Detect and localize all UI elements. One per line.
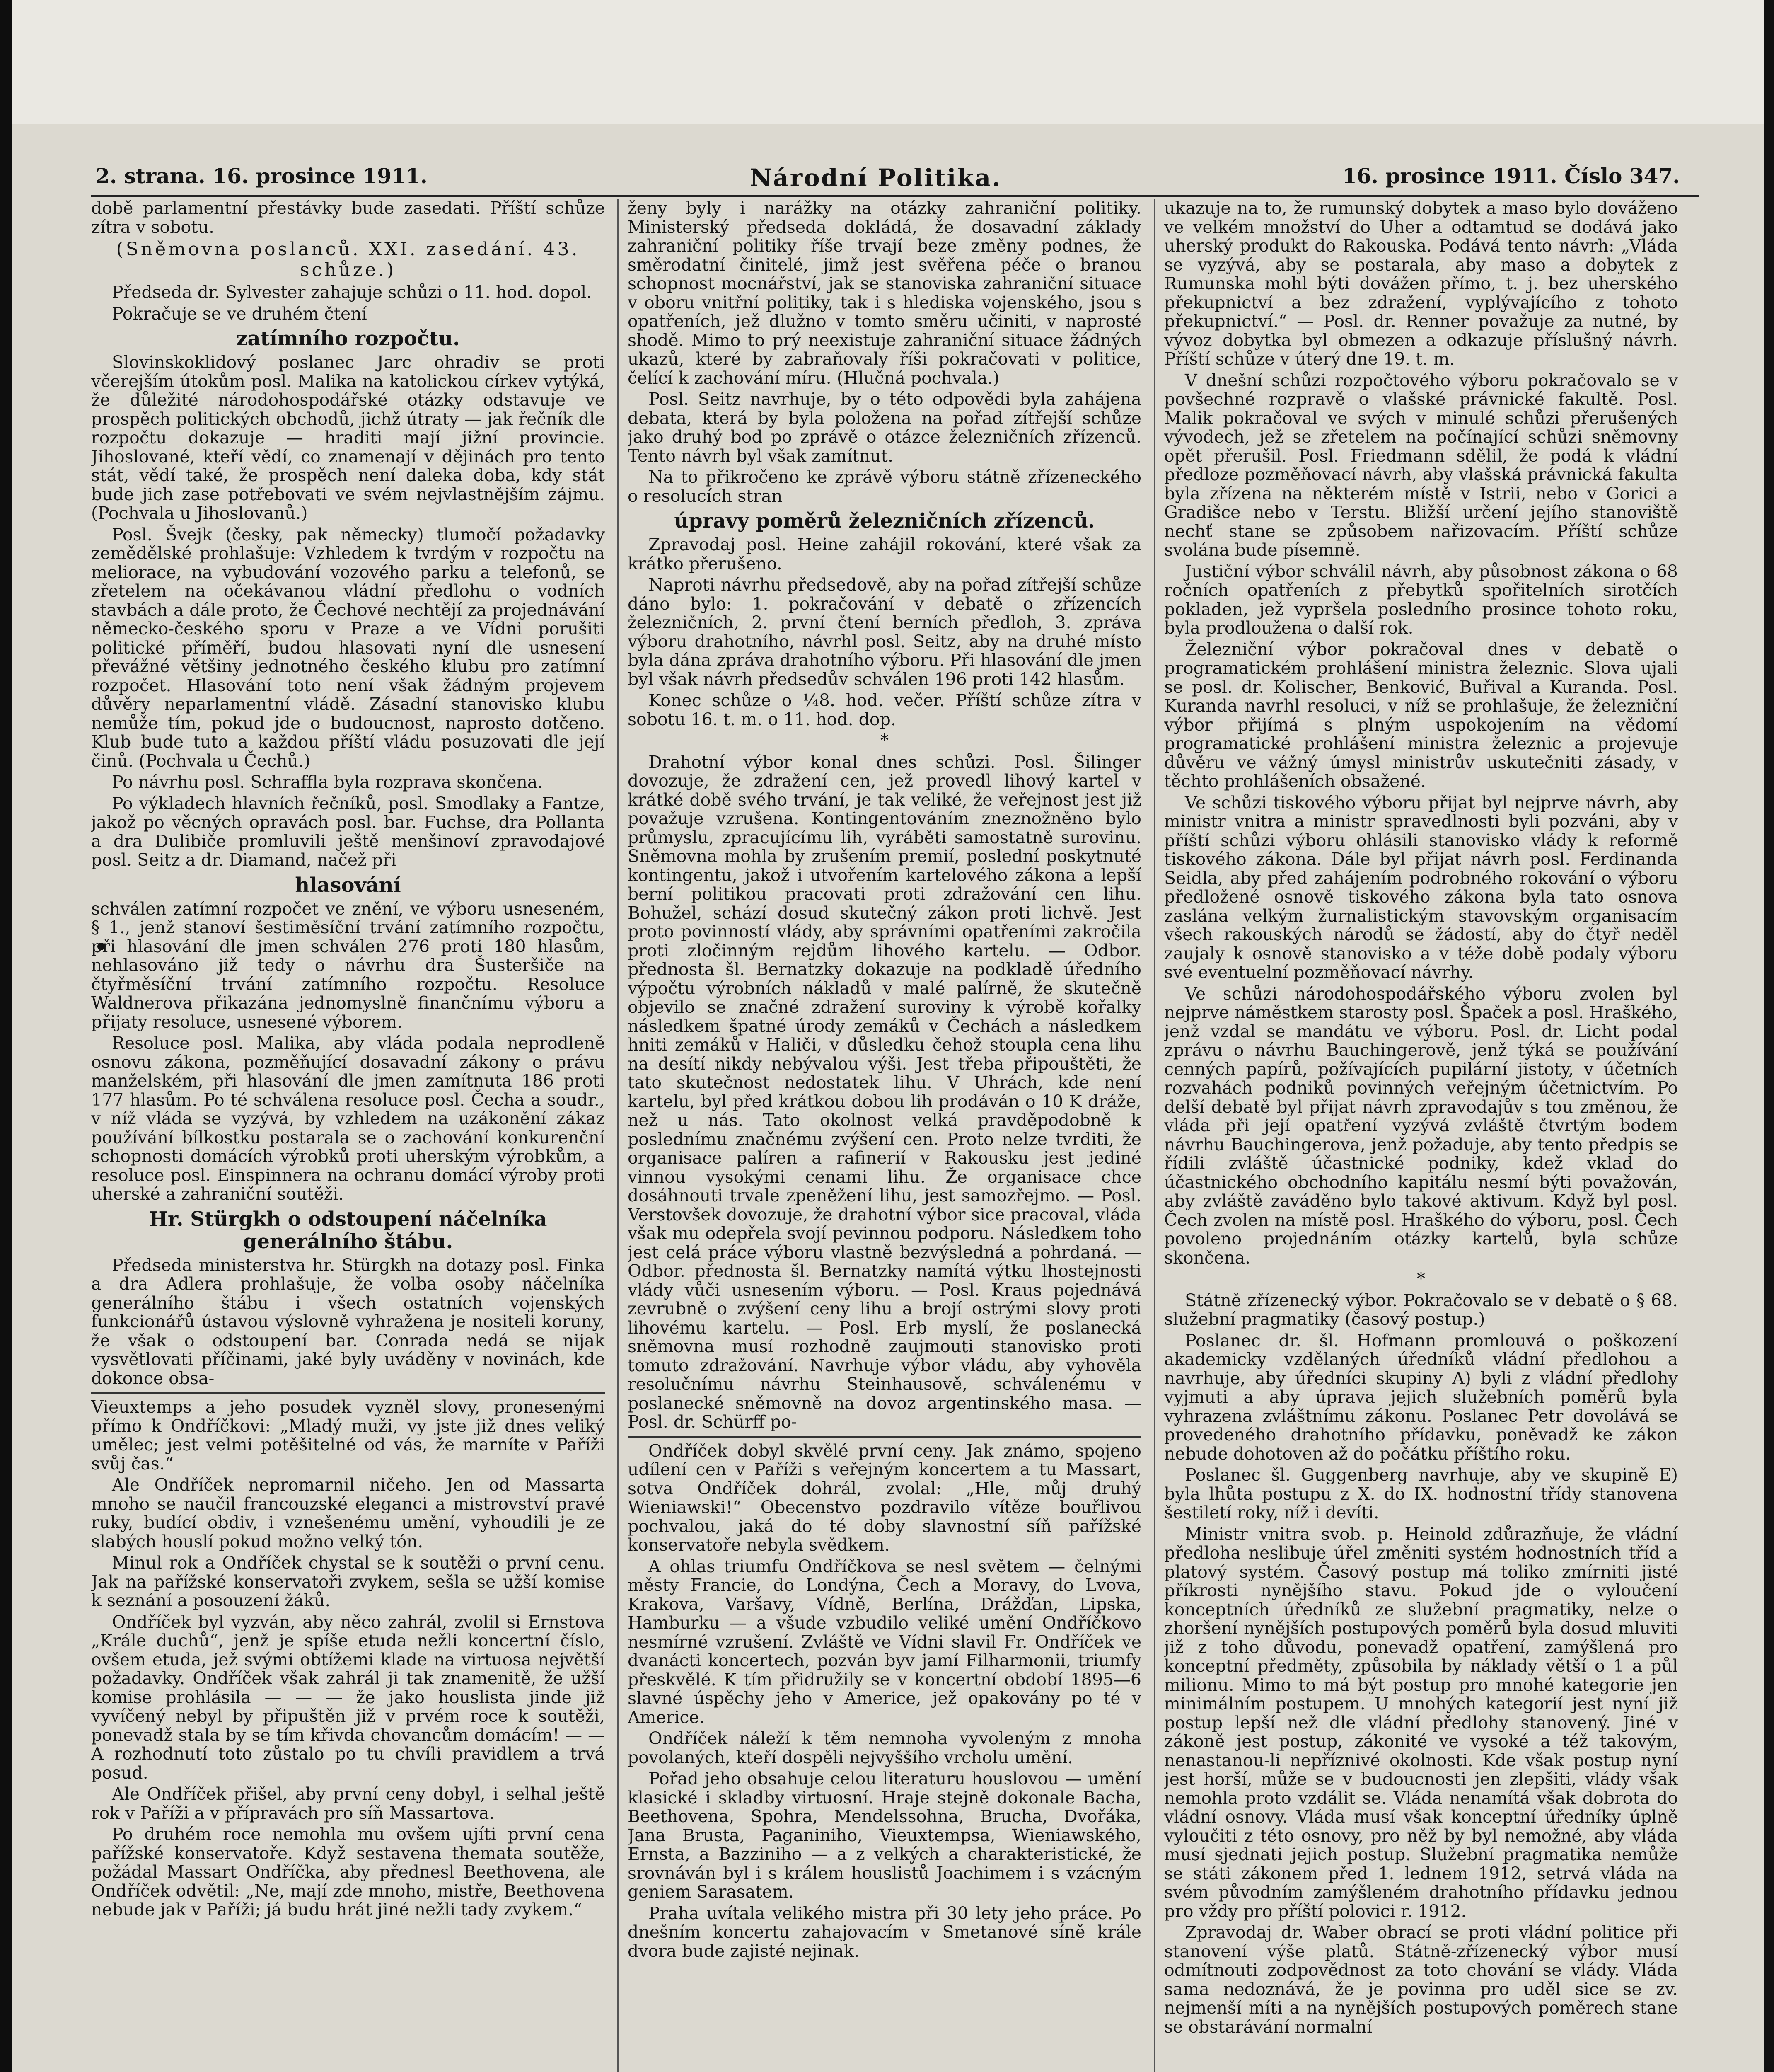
feuilleton-paragraph: Praha uvítala velikého mistra při 30 lety jeho práce. Po dnešním koncertu zahajovacím v Smetanové síně krále dvora bude zajisté nejinak. xyxy=(628,1903,1141,1961)
column-separator xyxy=(1154,199,1155,2072)
paragraph: Po návrhu posl. Schraffla byla rozprava skončena. xyxy=(112,772,543,792)
paragraph: Pokračuje se ve druhém čtení xyxy=(112,303,367,324)
paragraph: Drahotní výbor konal dnes schůzi. Posl. Šilinger dovozuje, že zdražení cen, jež provedl lihový kartel v krátké době svého trvání, je tak veliké, že veřejnost jest již považuje vzrušena. Kontingentováním zneznožněno bylo průmyslu, zpracujícímu lih, vyráběti samostatně surovinu. Sněmovna mohla by zrušením premií, poslední poskytnuté kontingentu, jakož i utvořením kartelového zákona a lepší berní politikou pracovati proti zdražování cen lihu. Bohužel, schází dosud skutečný zákon proti lichvě. Jest proto povinností vlády, aby správními opatřeními zakročila proti zločinným rejdům lihového kartelu. — Odbor. přednosta šl. Bernatzky dokazuje na podkladě úředního výpočtu výrobních nákladů v malé palírně, že skutečně objevilo se značné zdražení suroviny k výrobě kořalky následkem špatné úrody zemáků v Čechách a následkem hniti zemáků v Haliči, v důsledku čehož stoupla cena lihu na desítí nikdy nebývalou výši. Jest třeba připouštěti, že tato skutečnost nedostatek lihu. V Uhrách, kde není kartelu, byl před krátkou dobou lih prodáván o 10 K dráže, než u nás. Tato okolnost velká pravděpodobně k poslednímu značnému zvýšení cen. Proto nelze tvrditi, že organisace palíren a rafinerií v Rakousku jest jediné vinnou vysokými cenami lihu. Že organisace chce dosáhnouti trvale zpeněžení lihu, jest samozřejmo. — Posl. Verstovšek dovozuje, že drahotní výbor sice pracoval, vláda však mu odepřela svojí pevinnou podporu. Následkem toho jest celá práce výboru vlastně bezvýsledná a pohrdaná. — Odbor. přednosta šl. Bernatzky namítá výtku lhostejnosti vlády vůči usnesením výboru. — Posl. Kraus pojednává zevrubně o zvýšení ceny lihu a brojí ostrými slovy proti lihovému kartelu. — Posl. Erb myslí, že poslanecká sněmovna musí rozhodně zaujmouti stanovisko proti tomuto zdražování. Navrhuje výbor vládu, aby vyhověla resolučnímu návrhu Steinhausově, schválenému v poslanecké sněmovně na dovoz argentinského masa. — Posl. dr. Schürff po- xyxy=(628,752,1141,1432)
paragraph: ukazuje na to, že rumunský dobytek a maso bylo dováženo ve velkém množství do Uher a odtamtud se dodává jako uherský produkt do Rakouska. Podává tento návrh: „Vláda se vyzývá, aby se postarala, aby maso a dobytek z Rumunska mohl býti dovážen přímo, t. j. bez uherského překupnictví a bez zdražení, vyplývajícího z tohoto překupnictví.“ — Posl. dr. Renner považuje za nutné, by vývoz dobytka byl obmezen a odkazuje příslušný návrh. Příští schůze v úterý dne 19. t. m. xyxy=(1164,199,1678,369)
paragraph: V dnešní schůzi rozpočtového výboru pokračovalo se v povšechné rozpravě o vlašské právnické fakultě. Posl. Malik pokračoval ve svých v minulé schůzi přerušených vývodech, jež se zřetelem na počínající schůzi sněmovny opět přerušil. Posl. Friedmann sdělil, že podá k vládní předloze pozměňovací návrh, aby vlašská právnická fakulta byla zřízena na některém místě v Istrii, nebo v Gorici a Gradišce nebo v Terstu. Bližší určení jejího stanoviště nechť stane se způsobem nařizovacím. Příští schůze svolána bude písemně. xyxy=(1164,370,1678,560)
page-header-right: 16. prosince 1911. Číslo 347. xyxy=(1342,164,1680,188)
section-heading: hlasování xyxy=(295,873,401,897)
paragraph: Resoluce posl. Malika, aby vláda podala neprodleně osnovu zákona, pozměňující dosavadní zákony o právu manželském, při hlasování dle jmen zamítnuta 186 proti 177 hlasům. Po té schválena resoluce posl. Čecha a soudr., v níž vláda se vyzývá, by vzhledem na uzákonění zákaz používání bílkostku postarala se o zachování konkurenční schopnosti domácích výrobků proti uherským výrobkům, a resoluce posl. Einspinnera na ochranu domácí výroby proti uherské a zahraniční soutěži. xyxy=(91,1033,605,1204)
paragraph: Konec schůze o ¼8. hod. večer. Příští schůze zítra v sobotu 16. t. m. o 11. hod. dop. xyxy=(628,690,1141,729)
feuilleton-rule xyxy=(628,1436,1141,1438)
section-heading: Hr. Stürgkh o odstoupení náčelníka generálního štábu. xyxy=(149,1207,547,1253)
section-heading: zatímního rozpočtu. xyxy=(236,327,460,350)
paragraph: Ve schůzi národohospodářského výboru zvolen byl nejprve náměstkem starosty posl. Špaček a posl. Hraškého, jenž vzdal se mandátu ve výboru. Posl. dr. Licht podal zprávu o návrhu Bauchingerově, jenž týká se používání cenných papírů, požívajících pupilární jistoty, v účetních rozvahách podniků povinných veřejným účetnictvím. Po delší debatě byl přijat návrh zpravodajův s tou změnou, že vláda při její opatření vyzývá zvláště čtvrtým bodem návrhu Bauchingerova, jenž požaduje, aby tento předpis se řídili zvláště účastnické podniky, kdež vklad do účastnického obchodního kapitálu nesmí býti považován, aby zvláště zaváděno bylo takové aktivum. Když byl posl. Čech zvolen na místě posl. Hraškého do výboru, posl. Čech povoleno projednáním otázky kartelů, byla schůze skončena. xyxy=(1164,983,1678,1268)
paragraph: Předseda ministerstva hr. Stürgkh na dotazy posl. Finka a dra Adlera prohlašuje, že volba osoby náčelníka generálního štábu i všech ostatních vojenských funkcionářů ústavou výslovně vyhražena je nositeli koruny, že však o odstoupení bar. Conrada nedá se nijak vysvětlovati příčinami, jaké byly uváděny v novinách, kde dokonce obsa- xyxy=(91,1255,605,1388)
paragraph: Státně zřízenecký výbor. Pokračovalo se v debatě o § 68. služební pragmatiky (časový postup.) xyxy=(1164,1290,1678,1329)
feuilleton-paragraph: Ondříček byl vyzván, aby něco zahrál, zvolil si Ernstova „Krále duchů“, jenž je spíše etuda nežli koncertní číslo, ovšem etuda, jež svými obtížemi klade na virtuosa největší požadavky. Ondříček však zahrál ji tak znamenitě, že užší komise prohlásila — — — že jako houslista jinde již vyvíčený nebyl by připuštěn již v prvém roce k soutěži, ponevadž stala by se tím křivda chovancům domácím! — — A rozhodnutí toto zůstalo po tu chvíli pravidlem a trvá posud. xyxy=(91,1612,605,1783)
column-separator xyxy=(617,199,619,2072)
header-rule xyxy=(91,195,1699,197)
separator-mark: * xyxy=(1417,1269,1425,1288)
paragraph: schválen zatímní rozpočet ve znění, ve výboru usneseném, § 1., jenž stanoví šestiměsíční trvání zatímního rozpočtu, při hlasování dle jmen schválen 276 proti 180 hlasům, nehlasováno již tedy o návrhu dra Šusteršiče na čtyřměsíční trvání zatímního rozpočtu. Resoluce Waldnerova přikazána jednomyslně finančnímu výboru a přijaty resoluce, usnesené výborem. xyxy=(91,898,605,1032)
paragraph: Posl. Seitz navrhuje, by o této odpovědi byla zahájena debata, která by byla položena na pořad zítřejší schůze jako druhý bod po zprávě o otázce železničních zřízenců. Tento návrh byl však zamítnut. xyxy=(628,389,1141,466)
column-1 xyxy=(91,199,605,2072)
page-header-left: 2. strana. 16. prosince 1911. xyxy=(95,164,428,188)
section-heading: úpravy poměrů železničních zřízenců. xyxy=(674,509,1095,533)
paragraph: době parlamentní přestávky bude zasedati. Příští schůze zítra v sobotu. xyxy=(91,199,605,237)
scan-edge-right xyxy=(1764,0,1774,2072)
paragraph: Slovinskoklidový poslanec Jarc ohradiv se proti včerejším útokům posl. Malika na katolickou církev vytýká, že důležité národohospodářské otázky odstavuje ve prospěch politických obchodů, jichž útraty — jak řečník dle rozpočtu dokazuje — hraditi mají jižní provincie. Jihoslované, kteří vědí, co znamenají v dějinách pro tento stát, vědí také, že prospěch není daleka doba, kdy stát bude jich zase potřebovati ve svém nejvlastnějším zájmu. (Pochvala u Jihoslovanů.) xyxy=(91,352,605,523)
paragraph: Poslanec dr. šl. Hofmann promlouvá o poškození akademicky vzdělaných úředníků vládní předlohou a navrhuje, aby úředníci skupiny A) byli z vládní předlohy vyjmuti a aby úprava jejich služebních poměrů byla vyhrazena zvláštnímu zákonu. Poslanec Petr dovolává se provedeného drahotního přídavku, poněvadž ke zákon nebude dohotoven až do počátku příštího roku. xyxy=(1164,1330,1678,1464)
paragraph: Ve schůzi tiskového výboru přijat byl nejprve návrh, aby ministr vnitra a ministr spravedlnosti byli pozváni, aby v příští schůzi výboru ohlásili stanovisko vlády k reformě tiskového zákona. Dále byl přijat návrh posl. Ferdinanda Seidla, aby před zahájením podrobného rokování o výboru předložené osnově tiskového zákona byla tato osnova zaslána velkým žurnalistickým stavovským organisacím všech rakouských národů se žádostí, aby do čtyř neděl zaujaly k osnově stanovisko a v téže době podaly výboru své eventuelní pozměňovací návrhy. xyxy=(1164,792,1678,982)
section-heading: (Sněmovna poslanců. XXI. zasedání. 43. schůze.) xyxy=(116,239,580,281)
feuilleton-paragraph: Pořad jeho obsahuje celou literaturu houslovou — umění klasické i skladby virtuosní. Hraje stejně dokonale Bacha, Beethovena, Spohra, Mendelssohna, Brucha, Dvořáka, Jana Brusta, Paganiniho, Vieuxtempsa, Wieniawského, Ernsta, a Bazziniho — a z velkých a charakteristické, že srovnáván byl i s králem houslistů Joachimem i s vzácným geniem Sarasatem. xyxy=(628,1769,1141,1902)
feuilleton-paragraph: A ohlas triumfu Ondříčkova se nesl světem — čelnými městy Francie, do Londýna, Čech a Moravy, do Lvova, Krakova, Varšavy, Vídně, Berlína, Drážďan, Lipska, Hamburku — a všude vzbudilo veliké umění Ondříčkovo nesmírné vzrušení. Zvláště ve Vídni slavil Fr. Ondříček ve dvanácti koncertech, pozván byv jamí Filharmonii, triumfy přeskvělé. K tím přidružily se v koncertní období 1895—6 slavné úspěchy jeho v Americe, jež opakovány po té v Americe. xyxy=(628,1556,1141,1727)
previous-page-strip xyxy=(12,0,1764,124)
paragraph: Ministr vnitra svob. p. Heinold zdůrazňuje, že vládní předloha neslibuje úřel změniti systém hodnostních tříd a platový systém. Časový postup má toliko zmírniti jisté příkrosti nynějšího stavu. Pokud jde o vyloučení konceptních úředníků ze služební pragmatiky, nelze o zhoršení nynějších postupových poměrů byla dosud mluviti již z toho důvodu, ponevadž opatření, zamýšlená pro konceptní předměty, způsobila by náklady větší o 1 a půl milionu. Mimo to má být postup pro mnohé kategorie jen minimálním postupem. U mnohých kategorií jest nyní již postup lepší než dle vládní předlohy stanovený. Jiné v zákoně jest postup, zákonité ve vysoké a též takovým, nenastanou-li nepříznivé okolnosti. Kde však postup nyní jest horší, může se v budoucnosti jen zlepšiti, vlády však nemohla proto vzdálit se. Vláda nenamítá však dobrota do vládní osnovy. Vláda musí však konceptní úředníky úplně vyloučiti z této osnovy, pro něž by byl nemožné, aby vláda musí sjednati jejich postup. Služební pragmatika nemůže se státi zákonem před 1. lednem 1912, setrvá vláda na svém původním zamýšleném drahotního přídavku jednou pro vždy pro příští polovici r. 1912. xyxy=(1164,1524,1678,1921)
feuilleton-rule xyxy=(91,1392,605,1394)
paragraph: Posl. Švejk (česky, pak německy) tlumočí požadavky zemědělské prohlašuje: Vzhledem k tvrdým v rozpočtu na meliorace, na vybudování vozového parku a telefonů, se zřetelem na očekávanou vládní předlohu o vodních stavbách a dále proto, že Čechové nechtějí za projednávání německo-českého sporu v Praze a ve Vídni porušiti politické příměří, budou hlasovati nyní dle usnesení převážné většiny jednotného českého klubu pro zatímní rozpočet. Hlasování toto není však žádným projevem důvěry neparlamentní vládě. Zásadní stanovisko klubu nemůže tím, pokud jde o budoucnost, naprosto dotčeno. Klub bude tuto a každou příští vládu posuzovati dle její činů. (Pochvala u Čechů.) xyxy=(91,524,605,771)
column-2 xyxy=(628,199,1141,2072)
paragraph: Předseda dr. Sylvester zahajuje schůzi o 11. hod. dopol. xyxy=(112,282,592,302)
column-3 xyxy=(1164,199,1678,2072)
paragraph: Železniční výbor pokračoval dnes v debatě o programatickém prohlášení ministra železnic. Slova ujali se posl. dr. Kolischer, Benković, Buřival a Kuranda. Posl. Kuranda navrhl resoluci, v níž se prohlašuje, že železniční výbor přijímá s plným uspokojením na vědomí programatické prohlášení ministra železnic a projevuje důvěru ve vážný úmysl ministrův uskutečniti zásady, v těchto prohlášeních obsažené. xyxy=(1164,639,1678,791)
paragraph: Zpravodaj dr. Waber obrací se proti vládní politice při stanovení výše platů. Státně-zřízenecký výbor musí odmítnouti zodpovědnost za toto chování se vlády. Vláda sama nedoznává, že je povinna pro uděl sice se zv. nejmenší míti a na nynějších postupových poměrech stane se obstarávání normalní xyxy=(1164,1922,1678,2037)
paragraph: Naproti návrhu předsedově, aby na pořad zítřejší schůze dáno bylo: 1. pokračování v debatě o zřízencích železničních, 2. první čtení berních předloh, 3. zpráva výboru drahotního, návrhl posl. Seitz, aby na druhé místo byla dána zpráva drahotního výboru. Při hlasování dle jmen byl však návrh předsedův schválen 196 proti 142 hlasům. xyxy=(628,575,1141,689)
paragraph: ženy byly i narážky na otázky zahraniční politiky. Ministerský předseda dokládá, že dosavadní základy zahraniční politiky říše trvají beze změny podnes, že směrodatní činitelé, jimž jest svěřena péče o branou schopnost mocnářství, jak se stanoviska zahraniční situace v oboru vnitřní politiky, tak i s hlediska vojenského, jsou s opatřeních, jež dlužno v tomto směru učiniti, v naprosté shodě. Mimo to prý neexistuje zahraniční situace žádných ukazů, které by zabraňovaly říši pokračovati v politice, čelící k zachování míru. (Hlučná pochvala.) xyxy=(628,199,1141,388)
masthead-title: Národní Politika. xyxy=(750,164,1002,192)
feuilleton-paragraph: Vieuxtemps a jeho posudek vyzněl slovy, pronesenými přímo k Ondříčkovi: „Mladý muži, vy jste již dnes veliký umělec; jest velmi potěšitelné od vás, že marníte v Paříži svůj čas.“ xyxy=(91,1397,605,1474)
paragraph: Poslanec šl. Guggenberg navrhuje, aby ve skupině E) byla lhůta postupu z X. do IX. hodnostní třídy stanovena šestiletí roky, níž i devíti. xyxy=(1164,1465,1678,1523)
paragraph: Na to přikročeno ke zprávě výboru státně zřízeneckého o resolucích stran xyxy=(628,467,1141,506)
paragraph: Po výkladech hlavních řečníků, posl. Smodlaky a Fantze, jakož po věcných opravách posl. bar. Fuchse, dra Pollanta a dra Dulibiče promluvili ještě menšinoví zpravodajové posl. Seitz a dr. Diamand, načež při xyxy=(91,793,605,870)
feuilleton-paragraph: Ale Ondříček nepromarnil ničeho. Jen od Massarta mnoho se naučil francouzské eleganci a mistrovství pravé ruky, budící obdiv, i vznešenému umění, vyhoudili je ze slabých houslí pokud možno velký tón. xyxy=(91,1475,605,1552)
feuilleton-paragraph: Ale Ondříček přišel, aby první ceny dobyl, i selhal ještě rok v Paříži a v přípravách pro síň Massartova. xyxy=(91,1784,605,1823)
feuilleton-paragraph: Ondříček náleží k těm nemnoha vyvoleným z mnoha povolaných, kteří dospěli nejvyššího vrcholu umění. xyxy=(628,1728,1141,1767)
feuilleton-paragraph: Po druhém roce nemohla mu ovšem ujíti první cena pařížské konservatoře. Když sestavena themata soutěže, požádal Massart Ondříčka, aby přednesl Beethovena, ale Ondříček odvětil: „Ne, mají zde mnoho, mistře, Beethovena nebude jak v Paříži; já budu hrát jiné nežli tady zvykem.“ xyxy=(91,1824,605,1920)
scan-edge-left xyxy=(0,0,12,2072)
feuilleton-paragraph: Ondříček dobyl skvělé první ceny. Jak známo, spojeno udílení cen v Paříži s veřejným koncertem a tu Massart, sotva Ondříček dohrál, zvolal: „Hle, můj druhý Wieniawski!“ Obecenstvo pozdravilo vítěze bouřlivou pochvalou, jaká do té doby slavnostní síň pařížské konservatoře nebyla svědkem. xyxy=(628,1440,1141,1555)
paragraph: Zpravodaj posl. Heine zahájil rokování, které však za krátko přerušeno. xyxy=(628,535,1141,574)
feuilleton-paragraph: Minul rok a Ondříček chystal se k soutěži o první cenu. Jak na pařížské konservatoři zvykem, sešla se užší komise k seznání a posouzení žáků. xyxy=(91,1553,605,1610)
paragraph: Justiční výbor schválil návrh, aby působnost zákona o 68 ročních opatřeních z přebytků spořitelních sirotčích pokladen, jež vypršela posledního prosince tohoto roku, byla prodloužena o další rok. xyxy=(1164,561,1678,638)
separator-mark: * xyxy=(880,731,889,750)
